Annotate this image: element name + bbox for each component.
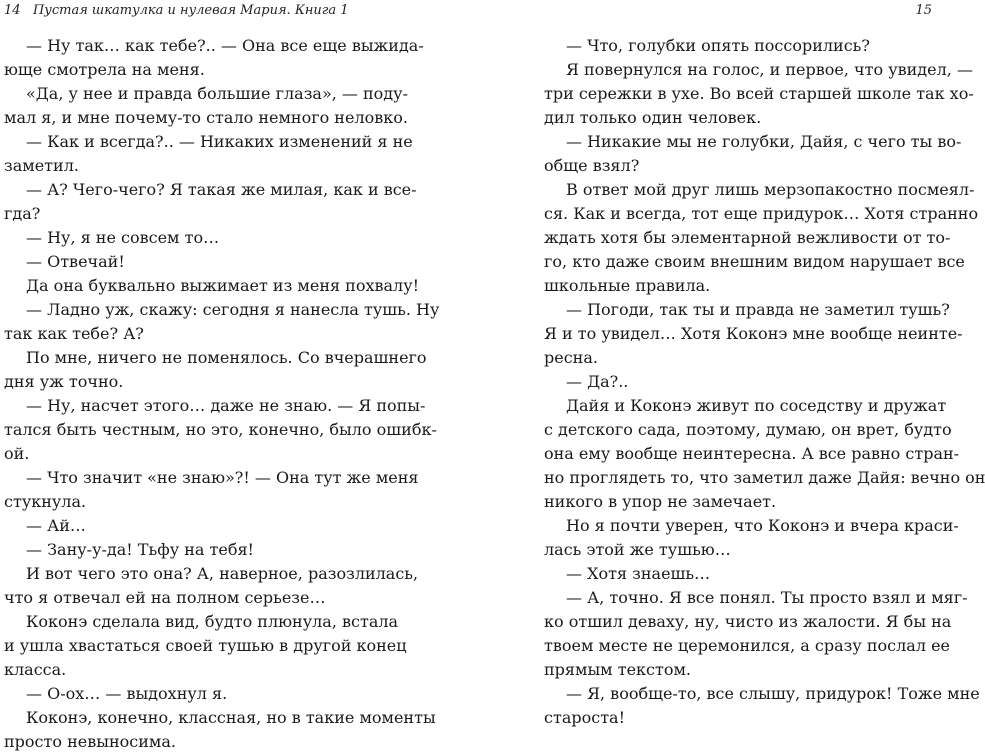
text-line: ресна. [544,348,598,367]
text-line: никого в упор не замечает. [544,492,777,511]
text-line: юще смотрела на меня. [4,60,205,79]
text-line: она ему вообще неинтересна. А все равно стран- [544,444,960,463]
text-line: обще взял? [544,156,640,175]
text-line: — Ну, насчет этого… даже не знаю. — Я попы- [26,396,426,415]
text-line: стукнула. [4,492,87,511]
text-line: ко отшил деваху, ну, чисто из жалости. Я бы на [544,612,952,631]
text-line: прямым текстом. [544,660,692,679]
text-line: Я и то увидел… Хотя Коконэ мне вообще неинте- [544,324,963,343]
right-page-text [544,34,985,730]
text-line: дня уж точно. [4,372,124,391]
text-line: тался быть честным, но это, конечно, было ошибк- [4,420,437,439]
text-line: мал я, и мне почему-то стало немного неловко. [4,108,408,127]
text-line: — Хотя знаешь… [566,564,711,583]
running-head-left [4,3,349,19]
text-line: гда? [4,204,41,223]
text-line: Коконэ сделала вид, будто плюнула, встала [26,612,399,631]
text-line: школьные правила. [544,276,711,295]
text-line: и ушла хвастаться своей тушью в другой конец [4,636,407,655]
text-line: просто невыносима. [4,732,176,751]
text-line: с детского сада, поэтому, думаю, он врет, будто [544,420,952,439]
text-line: — Зану-у-да! Тьфу на тебя! [26,540,254,559]
text-line: По мне, ничего не поменялось. Со вчерашнего [26,348,427,367]
right-page-number: 15 [915,3,932,18]
left-page-number: 14 [4,3,21,18]
text-line: — Что значит «не знаю»?! — Она тут же меня [26,468,419,487]
text-line: ся. Как и всегда, тот еще придурок… Хотя странно [544,204,979,223]
text-line: — А, точно. Я все понял. Ты просто взял и мяг- [566,588,968,607]
left-page-text [4,34,440,754]
text-line: — О-ох… — выдохнул я. [26,684,228,703]
text-line: Да она буквально выжимает из меня похвалу! [26,276,420,295]
text-line: Дайя и Коконэ живут по соседству и дружат [566,396,947,415]
text-line: — Ай… [26,516,86,535]
text-line: три сережки в ухе. Во всей старшей школе так хо- [544,84,974,103]
text-line: Но я почти уверен, что Коконэ и вчера краси- [566,516,959,535]
text-line: но проглядеть то, что заметил даже Дайя: вечно он [544,468,985,487]
text-line: — Погоди, так ты и правда не заметил тушь? [566,300,950,319]
text-line: — Я, вообще-то, все слышу, придурок! Тоже мне [566,684,980,703]
text-line: — Да?.. [566,372,629,391]
text-line: — Ну, я не совсем то… [26,228,220,247]
text-line: что я отвечал ей на полном серьезе… [4,588,326,607]
text-line: ждать хотя бы элементарной вежливости от то- [544,228,951,247]
text-line: — Никакие мы не голубки, Дайя, с чего ты во- [566,132,962,151]
text-line: класса. [4,660,67,679]
text-line: так как тебе? А? [4,324,144,343]
text-line: И вот чего это она? А, наверное, разозлилась, [26,564,419,583]
text-line: — А? Чего-чего? Я такая же милая, как и все- [26,180,417,199]
text-line: заметил. [4,156,79,175]
text-line: Коконэ, конечно, классная, но в такие моменты [26,708,436,727]
text-line: дил только один человек. [544,108,762,127]
text-line: — Что, голубки опять поссорились? [566,36,870,55]
running-head-right [915,3,932,19]
text-line: лась этой же тушью… [544,540,731,559]
text-line: го, кто даже своим внешним видом нарушает все [544,252,965,271]
text-line: В ответ мой друг лишь мерзопакостно посмеял- [566,180,975,199]
text-line: староста! [544,708,626,727]
book-title: Пустая шкатулка и нулевая Мария. Книга 1 [32,3,349,18]
text-line: ой. [4,444,30,463]
text-line: Я повернулся на голос, и первое, что увидел, — [566,60,973,79]
text-line: — Ладно уж, скажу: сегодня я нанесла тушь. Ну [26,300,440,319]
text-line: «Да, у нее и правда большие глаза», — поду- [26,84,408,103]
text-line: твоем месте не церемонился, а сразу послал ее [544,636,950,655]
text-line: — Отвечай! [26,252,125,271]
text-line: — Как и всегда?.. — Никаких изменений я не [26,132,413,151]
text-line: — Ну так… как тебе?.. — Она все еще выжида- [26,36,424,55]
